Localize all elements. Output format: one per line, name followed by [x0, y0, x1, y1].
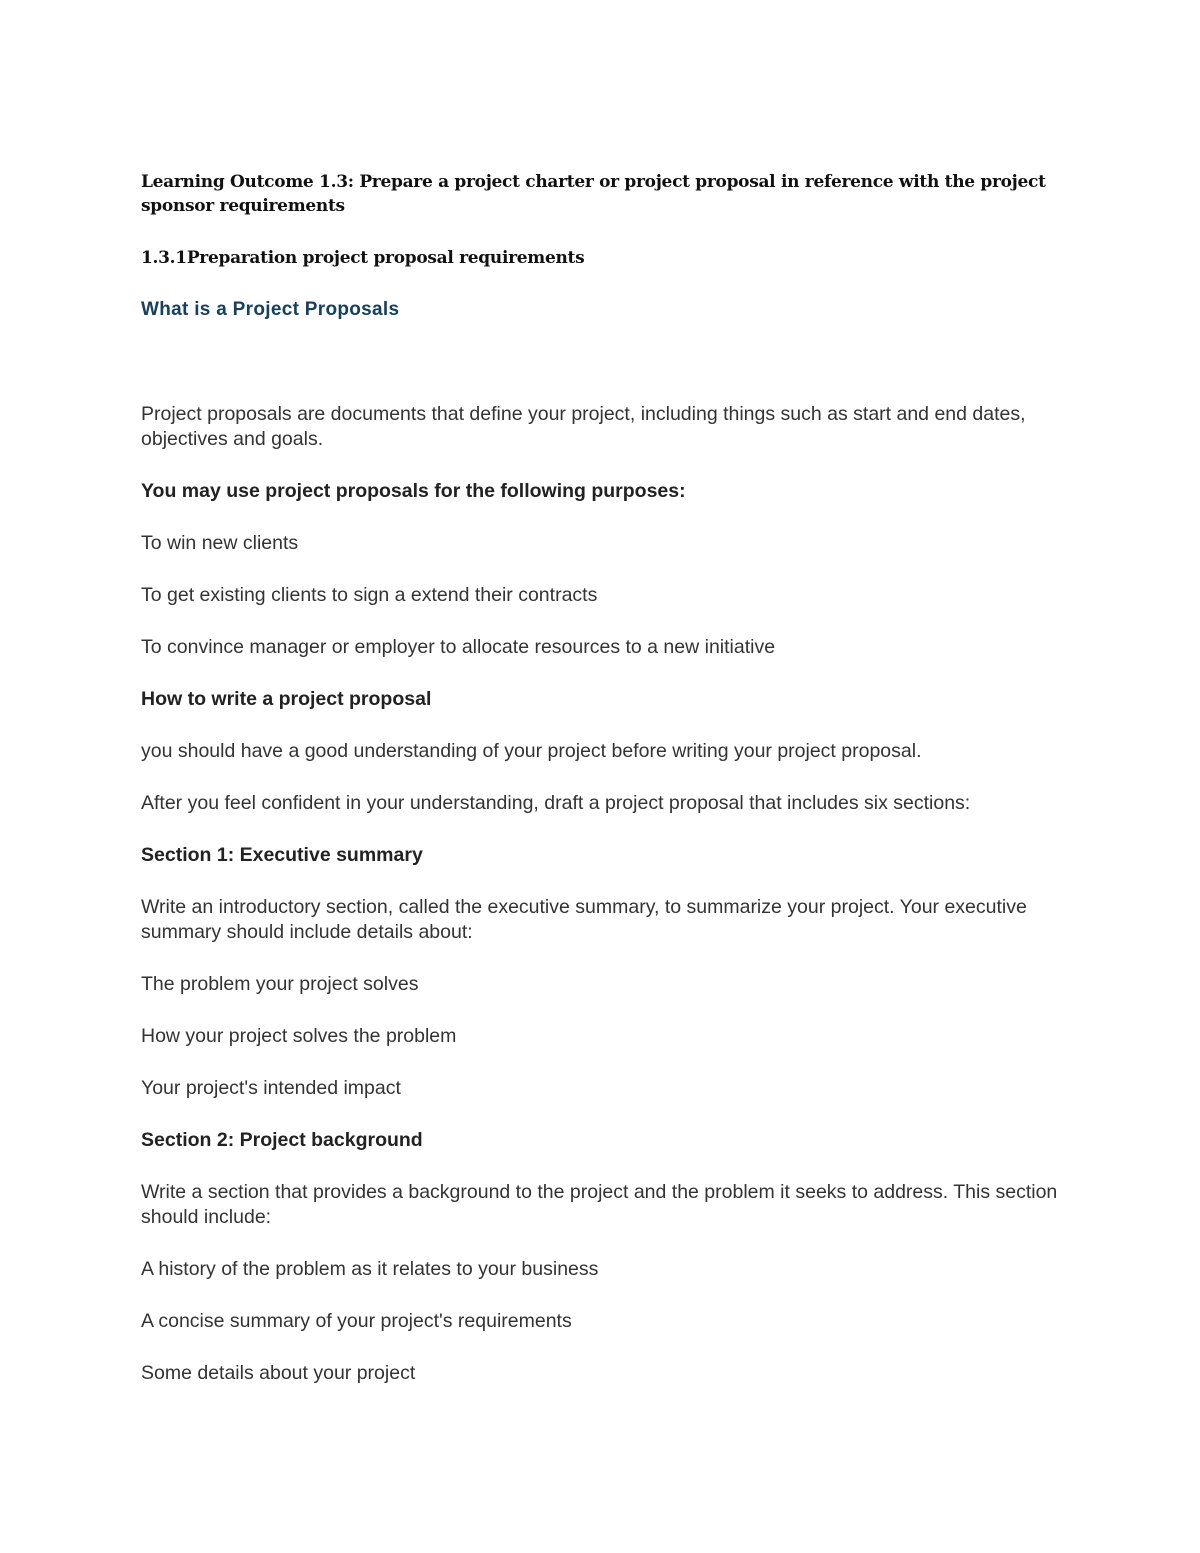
- howto-paragraph-1: you should have a good understanding of your project before writing your project proposal.: [141, 740, 922, 762]
- section1-item: How your project solves the problem: [141, 1025, 457, 1047]
- section2-item: Some details about your project: [141, 1362, 416, 1384]
- purposes-heading: You may use project proposals for the following purposes:: [141, 480, 686, 502]
- purpose-item: To win new clients: [141, 532, 299, 554]
- intro-paragraph: Project proposals are documents that define your project, including things such as start and end dates, objectives and goals.: [141, 403, 1026, 450]
- purpose-item: To get existing clients to sign a extend their contracts: [141, 584, 598, 606]
- section1-item: The problem your project solves: [141, 973, 419, 995]
- howto-heading: How to write a project proposal: [141, 688, 432, 710]
- section1-intro: Write an introductory section, called the executive summary, to summarize your project. Your executive summary should include details about:: [141, 896, 1027, 943]
- section2-intro: Write a section that provides a background to the project and the problem it seeks to address. This section should include:: [141, 1181, 1058, 1228]
- purpose-item: To convince manager or employer to allocate resources to a new initiative: [141, 636, 776, 658]
- what-is-heading: What is a Project Proposals: [141, 299, 400, 320]
- document-body: [141, 170, 1071, 1413]
- section2-item: A concise summary of your project's requirements: [141, 1310, 572, 1332]
- learning-outcome-title: Learning Outcome 1.3: Prepare a project charter or project proposal in reference with the project sponsor requirements: [141, 172, 1046, 216]
- howto-paragraph-2: After you feel confident in your understanding, draft a project proposal that includes six sections:: [141, 792, 971, 814]
- section2-item: A history of the problem as it relates to your business: [141, 1258, 599, 1280]
- section1-item: Your project's intended impact: [141, 1077, 401, 1099]
- section1-heading: Section 1: Executive summary: [141, 844, 423, 866]
- section-number-heading: 1.3.1Preparation project proposal requirements: [141, 248, 585, 268]
- section2-heading: Section 2: Project background: [141, 1129, 423, 1151]
